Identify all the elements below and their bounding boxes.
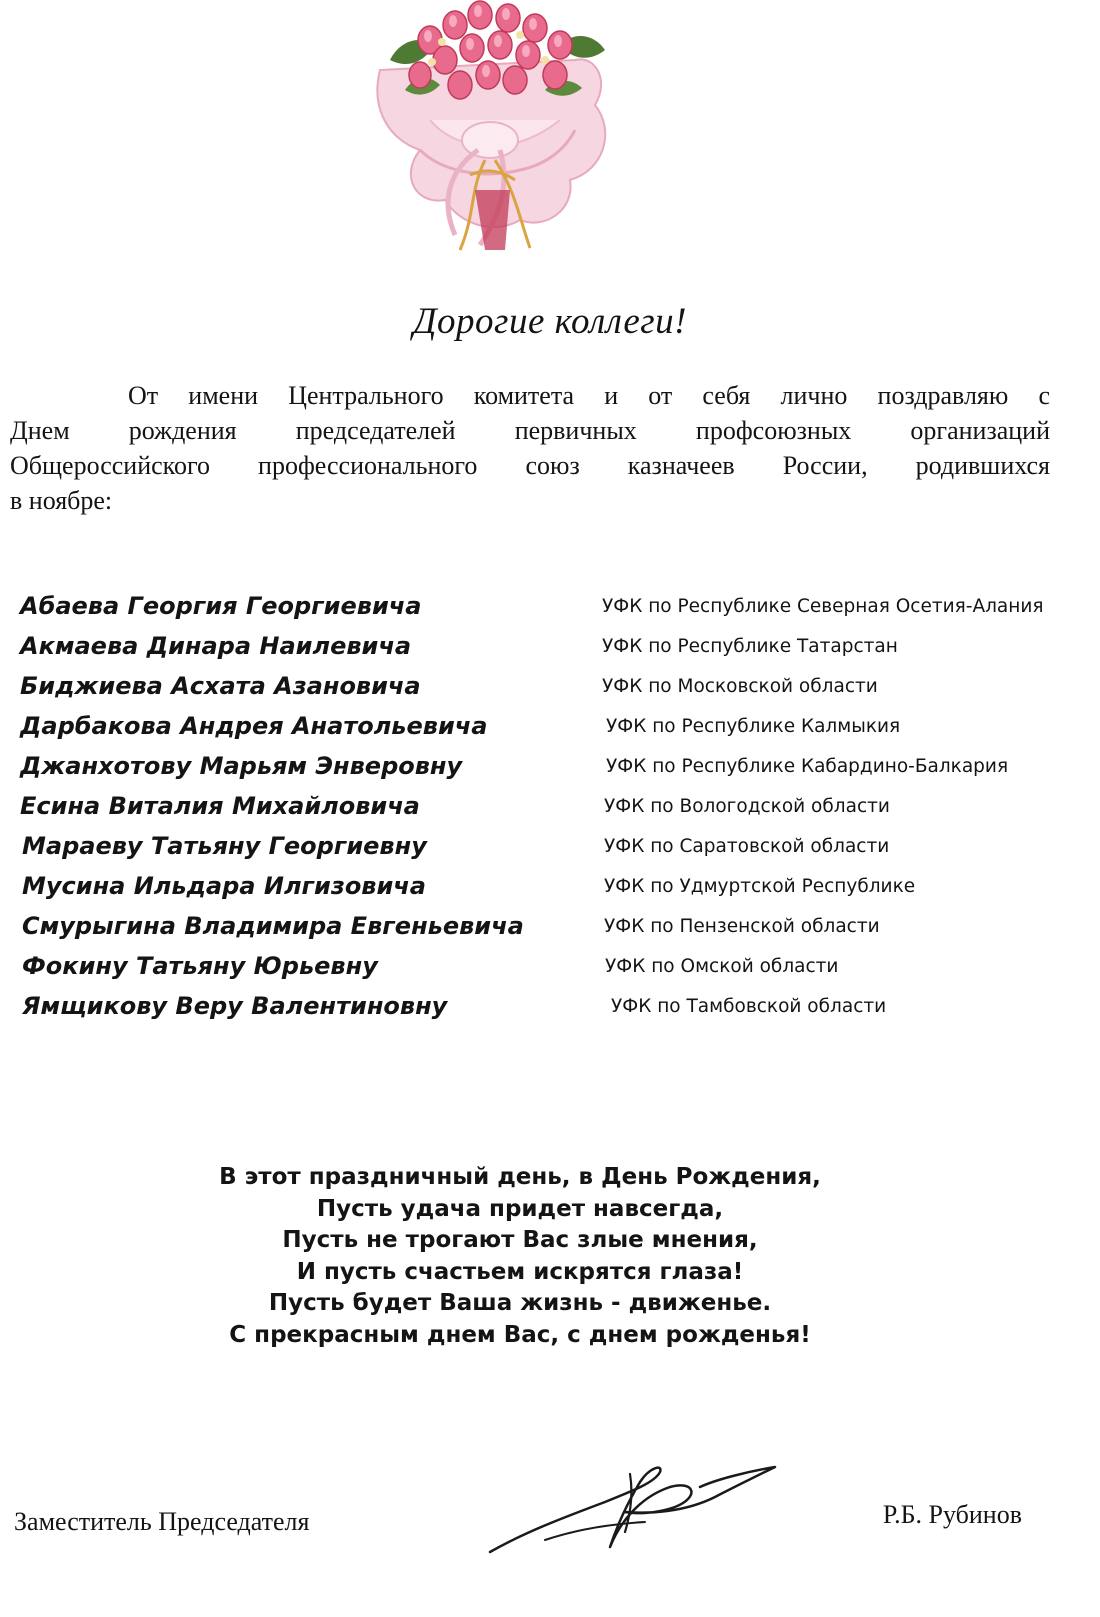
person-name: Абаева Георгия Георгиевича [20, 592, 422, 620]
person-name: Биджиева Асхата Азановича [20, 672, 421, 700]
person-organization: УФК по Республике Кабардино-Балкария [606, 756, 1009, 777]
list-item [0, 668, 1100, 708]
person-name: Есина Виталия Михайловича [20, 792, 420, 820]
list-item [0, 988, 1100, 1028]
poem-line: Пусть будет Ваша жизнь - движенье. [268, 1290, 772, 1316]
person-name: Акмаева Динара Наилевича [20, 632, 412, 660]
intro-line: Днем рождения председателей первичных профсоюзных организаций [10, 416, 1050, 445]
poem-line: Пусть удача придет навсегда, [316, 1195, 724, 1222]
person-organization: УФК по Республике Калмыкия [606, 716, 901, 737]
person-organization: УФК по Тамбовской области [611, 996, 887, 1017]
list-item [0, 868, 1100, 908]
person-organization: УФК по Республике Северная Осетия-Алания [602, 596, 1044, 617]
signatory-position: Заместитель Председателя [14, 1507, 310, 1536]
handwritten-signature [485, 1452, 785, 1562]
poem-line: С прекрасным днем Вас, с днем рожденья! [229, 1321, 811, 1348]
person-organization: УФК по Саратовской области [604, 836, 890, 857]
person-name: Фокину Татьяну Юрьевну [22, 952, 378, 980]
person-name: Мусина Ильдара Илгизовича [22, 872, 426, 900]
person-name: Джанхотову Марьям Энверовну [20, 752, 463, 780]
signatory-name: Р.Б. Рубинов [882, 1500, 1022, 1529]
list-item [0, 948, 1100, 988]
person-organization: УФК по Вологодской области [604, 796, 890, 817]
intro-line: в ноябре: [10, 486, 113, 515]
poem-line: И пусть счастьем искрятся глаза! [296, 1258, 744, 1285]
flower-bouquet-icon [360, 0, 620, 258]
list-item [0, 748, 1100, 788]
list-item [0, 588, 1100, 628]
intro-paragraph [10, 378, 1050, 518]
greeting-heading: Дорогие коллеги! [413, 301, 687, 342]
person-organization: УФК по Пензенской области [604, 916, 880, 937]
list-item [0, 628, 1100, 668]
list-item [0, 708, 1100, 748]
person-name: Смурыгина Владимира Евгеньевича [22, 912, 524, 940]
birthday-poem [0, 1162, 1040, 1351]
poem-line: Пусть не трогают Вас злые мнения, [282, 1227, 758, 1253]
person-organization: УФК по Удмуртской Республике [604, 876, 916, 897]
person-organization: УФК по Омской области [605, 956, 839, 977]
person-organization: УФК по Московской области [602, 676, 878, 697]
person-organization: УФК по Республике Татарстан [602, 636, 898, 657]
intro-line: Общероссийского профессионального союз казначеев России, родившихся [10, 451, 1050, 480]
person-name: Дарбакова Андрея Анатольевича [20, 712, 488, 740]
poem-line: В этот праздничный день, в День Рождения, [219, 1164, 821, 1190]
list-item [0, 788, 1100, 828]
list-item [0, 828, 1100, 868]
person-name: Мараеву Татьяну Георгиевну [22, 832, 427, 860]
intro-line: От имени Центрального комитета и от себя лично поздравляю с [128, 381, 1050, 410]
person-name: Ямщикову Веру Валентиновну [22, 992, 448, 1020]
list-item [0, 908, 1100, 948]
